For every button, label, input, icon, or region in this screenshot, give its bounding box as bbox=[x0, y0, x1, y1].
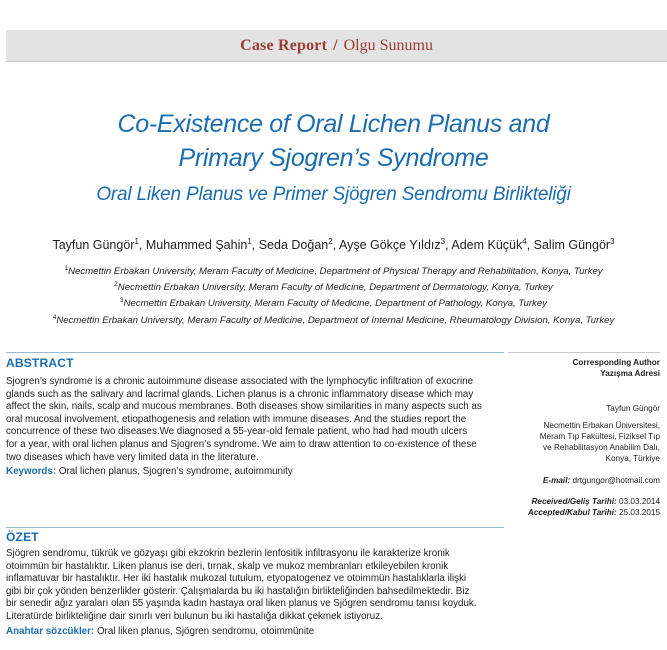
abstract-body bbox=[6, 376, 498, 464]
affiliation: $^2$Necmettin Erbakan University, Meram Faculty of Medicine, Department of Dermatology, Konya, Turkey bbox=[114, 281, 553, 294]
accepted-date: Accepted/Kabul Tarihi: 25.03.2015 bbox=[527, 508, 660, 517]
article-type-separator: / bbox=[333, 36, 338, 54]
section-header-bar bbox=[6, 30, 667, 62]
ozet-keywords bbox=[6, 626, 314, 637]
email-link[interactable]: drtgungor@hotmail.com bbox=[572, 476, 660, 485]
author: Seda Doğan$^2$ bbox=[258, 237, 333, 253]
title-english-line1: Co-Existence of Oral Lichen Planus and bbox=[117, 110, 550, 138]
title-english-line2: Primary Sjogren’s Syndrome bbox=[178, 144, 489, 172]
corresponding-address: Necmettin Erbakan Üniversitesi, Meram Tıp Fakültesi, Fiziksel Tıp ve Rehabilitasyon Anabilim Dalı, Konya, Türkiye bbox=[539, 421, 660, 463]
abstract-divider bbox=[6, 352, 504, 353]
article-type-en: Case Report bbox=[240, 36, 328, 54]
abstract-line: two diseases which have very limited data in the literature. bbox=[6, 451, 259, 463]
abstract-keywords bbox=[6, 466, 293, 477]
abstract-line: oral mucosal involvement, etiopathogenesis and relation with immune diseases. And the studies report the bbox=[6, 413, 467, 425]
sidebar-divider bbox=[508, 352, 660, 353]
ozet-line: otoimmün bir hastalıktır. Liken planus ise deri, tırnak, skalp ve mukoz membranları etkileyebilen kronik bbox=[6, 560, 449, 572]
abstract-line: Sjogren’s syndrome is a chronic autoimmune disease associated with the lymphocytic infiltration of exocrine bbox=[6, 376, 474, 387]
affiliation: $^4$Necmettin Erbakan University, Meram Faculty of Medicine, Department of Internal Medicine, Rheumatology Division, Konya, Turkey bbox=[52, 313, 615, 326]
corresponding-author-name: Tayfun Güngör bbox=[606, 404, 660, 413]
corresponding-author-heading: Corresponding Author Yazışma Adresi bbox=[572, 358, 660, 378]
author: Tayfun Güngör$^1$ bbox=[52, 237, 139, 253]
ozet-line: inflamatuvar bir hastalıktır. Her iki hastalık mukozal tutulum, etyopatogenez ve otoimmün hastalıklarla ilişki bbox=[6, 573, 467, 585]
ozet-line: bir senedir ağız yaraları olan 55 yaşında kadın hastaya oral liken planus ve Sjögren sendromu tanısı koyduk. bbox=[6, 598, 477, 610]
abstract-heading: ABSTRACT bbox=[6, 356, 74, 370]
affiliation-list bbox=[0, 262, 667, 327]
keywords-label: Anahtar sözcükler: bbox=[6, 626, 95, 637]
corresponding-email: E-mail: drtgungor@hotmail.com bbox=[542, 476, 660, 485]
received-date: Received/Geliş Tarihi: 03.03.2014 bbox=[531, 497, 660, 506]
affiliation: $^3$Necmettin Erbakan University, Meram Faculty of Medicine, Department of Pathology, Konya, Turkey bbox=[120, 297, 547, 310]
keywords-text: Oral liken planus, Sjögren sendromu, otoimmünite bbox=[96, 626, 315, 637]
keywords-text: Oral lichen planus, Sjogren’s syndrome, autoimmunity bbox=[58, 466, 293, 477]
title-english bbox=[0, 107, 667, 175]
abstract-line: concurrence of these two diseases.We diagnosed a 55-year-old female patient, who had had mouth ulcers bbox=[6, 426, 468, 438]
ozet-body bbox=[6, 548, 498, 624]
keywords-label: Keywords: bbox=[6, 466, 57, 477]
author: Muhammed Şahin$^1$ bbox=[145, 237, 252, 253]
title-turkish: Oral Liken Planus ve Primer Sjögren Sendromu Birlikteliği bbox=[96, 184, 571, 205]
abstract-line: glands such as the salivary and lacrimal glands. Lichen planus is a chronic inflammatory disease which may bbox=[6, 388, 474, 400]
author: Adem Küçük$^4$ bbox=[451, 237, 527, 253]
author-list: Tayfun Güngör$^1$, Muhammed Şahin$^1$, Seda Doğan$^2$, Ayşe Gökçe Yıldız$^3$, Adem Küçük$^4$, Salim Güngör$^3$ bbox=[52, 237, 615, 253]
author: Salim Güngör$^3$ bbox=[533, 237, 615, 253]
ozet-divider bbox=[6, 527, 504, 528]
abstract-line: affect the skin, nails, scalp and mucous membranes. Both diseases show similarities in many aspects such as bbox=[6, 401, 482, 413]
author: Ayşe Gökçe Yıldız$^3$ bbox=[338, 237, 446, 253]
abstract-line: for a year, with oral lichen planus and Sjogren’s syndrome. We aim to draw attention to co-existence of these bbox=[6, 438, 477, 450]
ozet-heading: ÖZET bbox=[6, 530, 39, 544]
ozet-line: Literatürde birlikteliğine dair sınırlı veri bulunun bu iki hastalığa dikkat çekmek istiyoruz. bbox=[6, 610, 383, 622]
affiliation: $^1$Necmettin Erbakan University, Meram Faculty of Medicine, Department of Physical Therapy and Rehabilitation, Konya, Turkey bbox=[64, 265, 603, 278]
article-type-tr: Olgu Sunumu bbox=[343, 36, 433, 54]
ozet-line: gibi bir çok yönden benzerlikler gösterir. Çalışmalarda bu iki hastalığın birlikteliğinden bahsedilmektedir. Biz bbox=[6, 585, 470, 597]
ozet-line: Sjögren sendromu, tükrük ve gözyaşı gibi ekzokrin bezlerin lenfositik infiltrasyonu ile karakterize kronik bbox=[6, 548, 450, 559]
